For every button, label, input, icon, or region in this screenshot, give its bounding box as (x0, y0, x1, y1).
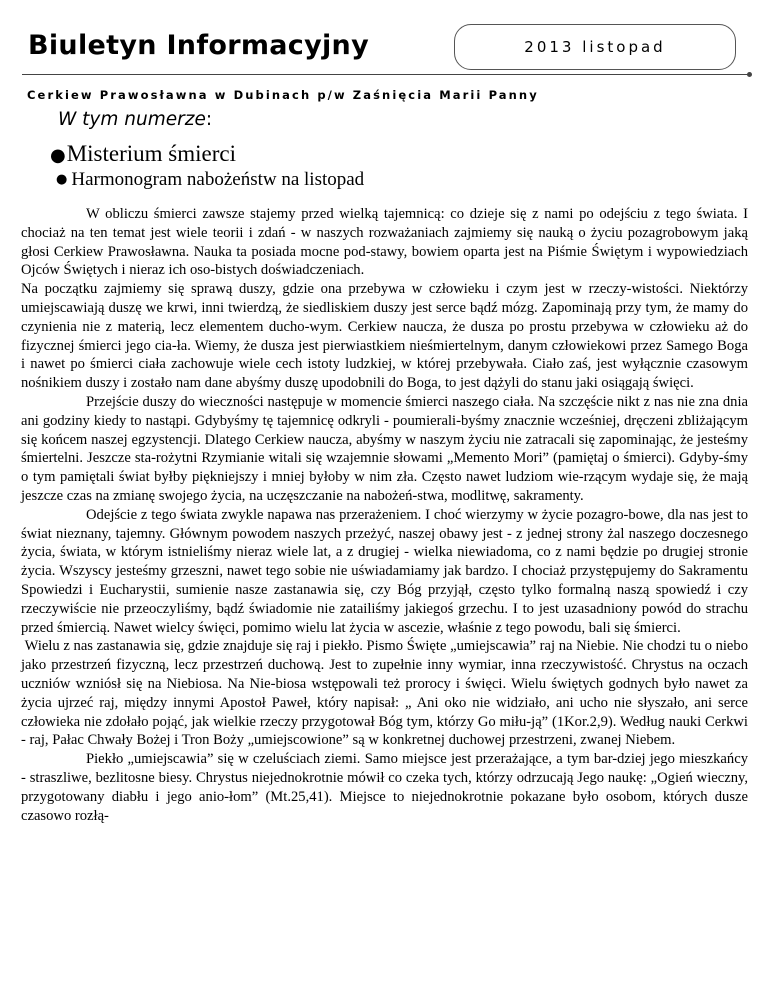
bullet-icon: ● (50, 145, 66, 166)
toc-heading-text: W tym numerze (58, 109, 206, 130)
article-paragraph: Na początku zajmiemy się sprawą duszy, gdzie ona przebywa w człowieku i czym jest w rzeczy-wistości. Niektórzy umiejscawiają duszę we krwi, inni twierdzą, że siedliskiem duszy jest serce bądź mózg. Zapominają przy tym, że mamy do czynienia nie z materią, lecz elementem ducho-wym. Cerkiew naucza, że dusza po prostu przebywa w człowieku aż do fizycznej śmierci jego cia-ła. Wiemy, że dusza jest pierwiastkiem nieśmiertelnym, danym człowiekowi przez Samego Boga i nawet po śmierci ciała zachowuje wiele cech istoty ludzkiej, w której przebywała. Ciało zaś, jest wyłącznie czasowym nośnikiem duszy i zostało nam dane abyśmy duszę upodobnili do Boga, to jest dążyli do stanu jaki osiągają święci. (21, 281, 748, 392)
issue-date-box (454, 24, 736, 70)
toc-item-label: Misterium śmierci (66, 141, 236, 166)
article-paragraph: Przejście duszy do wieczności następuje w momencie śmierci naszego ciała. Na szczęście nikt z nas nie zna dnia ani godziny kiedy to nastąpi. Gdybyśmy tę tajemnicę odkryli - poumierali-byśmy znacznie wcześniej, dręczeni zbliżającym się końcem naszej egzystencji. Dlatego Cerkiew naucza, abyśmy w naszym życiu nie zatracali się zapominając, że jesteśmy śmiertelni. Jeszcze sta-rożytni Rzymianie witali się wzajemnie słowami „Memento Mori” (pamiętaj o śmierci). Gdyby-śmy o tym pamiętali świat byłby piękniejszy i mniej byłoby w nim zła. Często nawet ludziom wie-rzącym wydaje się, że mają jeszcze czas na zmianę swojego życia, na uczęszczanie na nabożeń-stwa, modlitwę, sakramenty. (21, 393, 748, 504)
parish-subtitle: Cerkiew Prawosławna w Dubinach p/w Zaśnięcia Marii Panny (27, 88, 539, 102)
article-paragraph: Wielu z nas zastanawia się, gdzie znajduje się raj i piekło. Pismo Święte „umiejscawia” raj na Niebie. Nie chodzi tu o niebo jako przestrzeń fizyczną, lecz przestrzeń duchową. Jest to zupełnie inny wymiar, inna rzeczywistość. Chrystus na oczach uczniów wzniósł się na Niebiosa. Na Nie-biosa wstępowali też prorocy i święci. Wielu świętych godnych było nawet za życia ujrzeć raj, między innymi Apostoł Paweł, który napisał: „ Ani oko nie widziało, ani ucho nie słyszało, ani serce człowieka nie zdołało pojąć, jak wielkie rzeczy przygotował Bóg tym, którzy Go miłu-ją” (1Kor.2,9). Według nauki Cerkwi - raj, Pałac Chwały Bożej i Tron Boży „umiejscowione” są w konkretnej duchowej przestrzeni, zwanej Niebem. (21, 638, 752, 749)
issue-date: 2013 listopad (524, 38, 666, 56)
toc-heading (58, 109, 212, 130)
toc-heading-colon: : (205, 109, 213, 130)
article-paragraph: Piekło „umiejscawia” się w czeluściach ziemi. Samo miejsce jest przerażające, a tym bar-dziej jego mieszkańcy - straszliwe, bezlitosne biesy. Chrystus niejednokrotnie mówił co czeka tych, którzy odrzucają Jego naukę: „Ogień wieczny, przygotowany diabłu i jego anio-łom” (Mt.25,41). Miejsce to niejednokrotnie pokazane było osobom, których dusze czasowo rozłą- (21, 751, 748, 824)
divider-end-dot (747, 72, 752, 77)
toc-item-label: Harmonogram nabożeństw na listopad (71, 169, 365, 190)
article-paragraph: Odejście z tego świata zwykle napawa nas przerażeniem. I choć wierzymy w życie pozagro-bowe, dla nas jest to świat nieznany, tajemny. Głównym powodem naszych przeżyć, naszej obawy jest - z jednej strony żal naszego doczesnego życia, świata, w którym istnieliśmy nieraz wiele lat, a z drugiej - wielka niewiadoma, co z nami będzie po drugiej stronie życia. Wszyscy jesteśmy grzeszni, nawet tego sobie nie uświadamiamy jak bardzo. I chociaż przystępujemy do Sakramentu Spowiedzi i Eucharystii, sumienie nasze zastanawia się, czy Bóg przyjął, często tylko formalną naszą spowiedź i czy rzeczywiście nie przeoczyliśmy, bądź świadomie nie zatailiśmy jakiegoś grzechu. I to jest uzasadniony powód do strachu przed śmiercią. Nawet wielcy święci, pomimo wielu lat życia w ascezie, właśnie z tego powodu, bali się śmierci. (21, 506, 748, 636)
article-body (21, 205, 752, 825)
article-paragraph: W obliczu śmierci zawsze stajemy przed wielką tajemnicą: co dzieje się z nami po odejściu z tego świata. I chociaż na ten temat jest wiele teorii i zdań - w naszych rozważaniach zajmiemy się nauką o życiu pozagrobowym jaką głosi Cerkiew Prawosławna. Nauka ta posiada mocne pod-stawy, bowiem oparta jest na Piśmie Świętym i wypowiedziach Ojców Świętych i nieraz ich oso-bistych doświadczeniach. (21, 206, 748, 279)
header-divider (22, 74, 749, 75)
toc-item (56, 169, 364, 191)
toc-item (50, 141, 236, 167)
bullet-icon: ● (56, 172, 68, 187)
newsletter-title: Biuletyn Informacyjny (28, 30, 369, 61)
